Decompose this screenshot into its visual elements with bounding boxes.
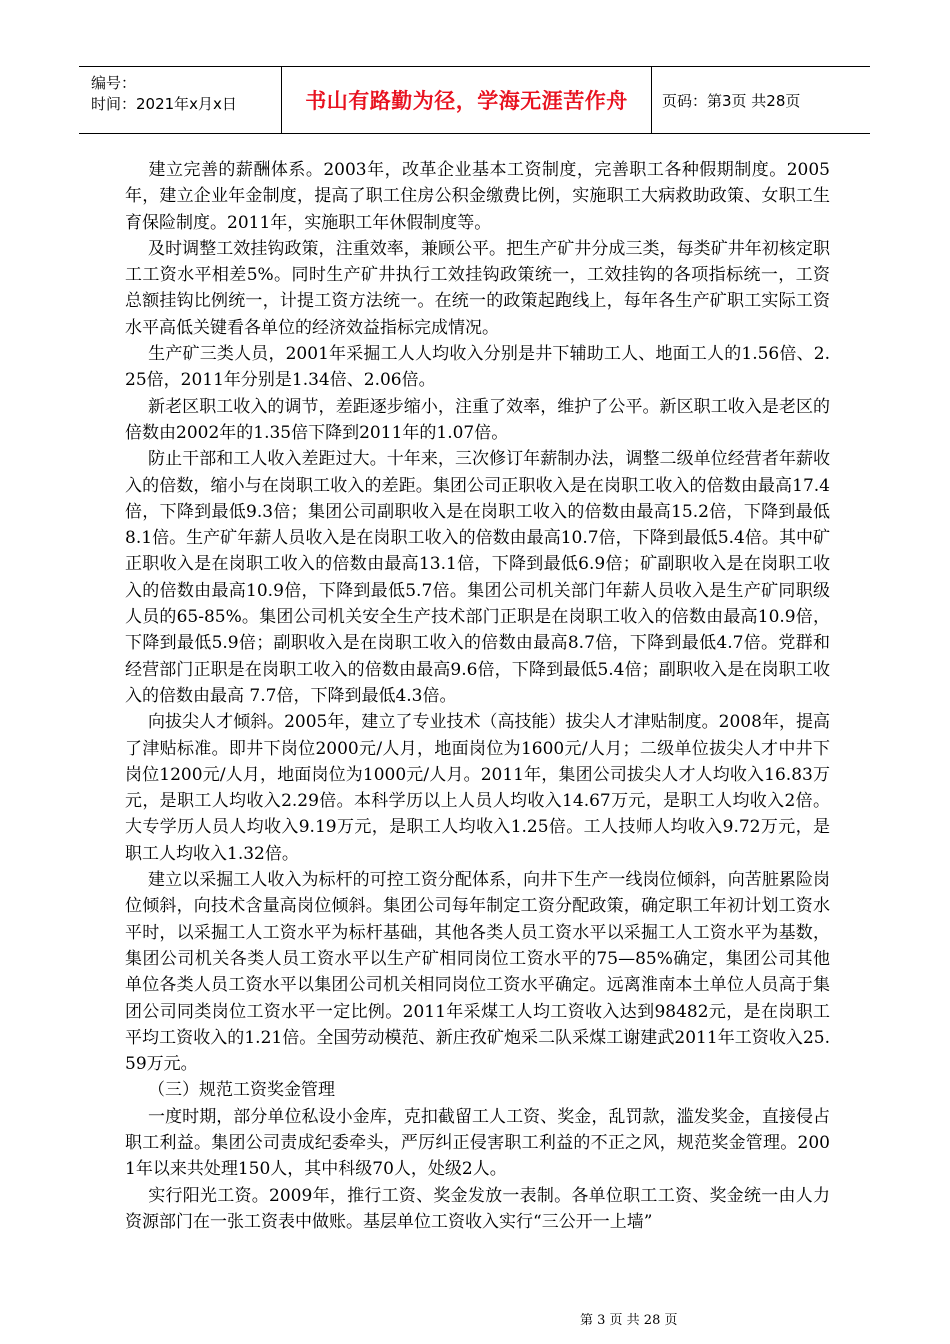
page-header [79, 66, 870, 134]
header-page-info: 页码：第3页 共28页 [662, 91, 801, 110]
paragraph: 及时调整工效挂钩政策，注重效率，兼顾公平。把生产矿井分成三类，每类矿井年初核定职工工资水平相差5%。同时生产矿井执行工效挂钩政策统一，工效挂钩的各项指标统一，工资总额挂钩比例统一，计提工资方法统一。在统一的政策起跑线上，每年各生产矿职工实际工资水平高低关键看各单位的经济效益指标完成情况。 [125, 238, 830, 338]
paragraph: 生产矿三类人员，2001年采掘工人人均收入分别是井下辅助工人、地面工人的1.56倍、2.25倍，2011年分别是1.34倍、2.06倍。 [125, 344, 830, 391]
paragraph: 建立以采掘工人收入为标杆的可控工资分配体系，向井下生产一线岗位倾斜，向苦脏累险岗位倾斜，向技术含量高岗位倾斜。集团公司每年制定工资分配政策，确定职工年初计划工资水平时，以采掘工人工资水平为标杆基础，其他各类人员工资水平以采掘工人工资水平为基数，集团公司机关各类人员工资水平以生产矿相同岗位工资水平的75—85%确定，集团公司其他单位各类人员工资水平以集团公司机关相同岗位工资水平确定。远离淮南本土单位人员高于集团公司同类岗位工资水平一定比例。2011年采煤工人均工资收入达到98482元，是在岗职工平均工资收入的1.21倍。全国劳动模范、新庄孜矿炮采二队采煤工谢建武2011年工资收入25.59万元。 [125, 870, 830, 1075]
document-time-label: 时间：2021年x月x日 [91, 95, 237, 113]
section-heading: （三）规范工资奖金管理 [148, 1080, 335, 1101]
paragraph: 一度时期，部分单位私设小金库，克扣截留工人工资、奖金，乱罚款，滥发奖金，直接侵占职工利益。集团公司责成纪委牵头，严厉纠正侵害职工利益的不正之风，规范奖金管理。2001年以来共处理150人，其中科级70人，处级2人。 [125, 1106, 830, 1180]
paragraph: 实行阳光工资。2009年，推行工资、奖金发放一表制。各单位职工工资、奖金统一由人力资源部门在一张工资表中做账。基层单位工资收入实行“三公开一上墙” [125, 1185, 830, 1232]
header-meta [79, 67, 282, 133]
paragraph: 新老区职工收入的调节，差距逐步缩小，注重了效率，维护了公平。新区职工收入是老区的倍数由2002年的1.35倍下降到2011年的1.07倍。 [125, 396, 830, 443]
paragraph: 建立完善的薪酬体系。2003年，改革企业基本工资制度，完善职工各种假期制度。2005年，建立企业年金制度，提高了职工住房公积金缴费比例，实施职工大病救助政策、女职工生育保险制度。2011年，实施职工年休假制度等。 [125, 160, 830, 233]
paragraph: 防止干部和工人收入差距过大。十年来，三次修订年薪制办法，调整二级单位经营者年薪收入的倍数，缩小与在岗职工收入的差距。集团公司正职收入是在岗职工收入的倍数由最高17.4倍，下降到最低9.3倍；集团公司副职收入是在岗职工收入的倍数由最高15.2倍，下降到最低8.1倍。生产矿年薪人员收入是在岗职工收入的倍数由最高10.7倍，下降到最低5.4倍。其中矿正职收入是在岗职工收入的倍数由最高13.1倍，下降到最低6.9倍；矿副职收入是在岗职工收入的倍数由最高10.9倍，下降到最低5.7倍。集团公司机关部门年薪人员收入是生产矿同职级人员的65-85%。集团公司机关安全生产技术部门正职是在岗职工收入的倍数由最高10.9倍，下降到最低5.9倍；副职收入是在岗职工收入的倍数由最高8.7倍，下降到最低4.7倍。党群和经营部门正职是在岗职工收入的倍数由最高9.6倍，下降到最低5.4倍；副职收入是在岗职工收入的倍数由最高 7.7倍，下降到最低4.3倍。 [125, 449, 830, 706]
header-motto: 书山有路勤为径，学海无涯苦作舟 [282, 67, 652, 133]
document-body [125, 157, 830, 1235]
document-number-label: 编号： [91, 74, 137, 92]
paragraph: 向拔尖人才倾斜。2005年，建立了专业技术（高技能）拔尖人才津贴制度。2008年，提高了津贴标准。即井下岗位2000元/人月，地面岗位为1600元/人月；二级单位拔尖人才中井下岗位1200元/人月，地面岗位为1000元/人月。2011年，集团公司拔尖人才人均收入16.83万元，是职工人均收入2.29倍。本科学历以上人员人均收入14.67万元，是职工人均收入2倍。大专学历人员人均收入9.19万元，是职工人均收入1.25倍。工人技师人均收入9.72万元，是职工人均收入1.32倍。 [125, 712, 830, 864]
page-footer: 第 3 页 共 28 页 [580, 1313, 678, 1328]
